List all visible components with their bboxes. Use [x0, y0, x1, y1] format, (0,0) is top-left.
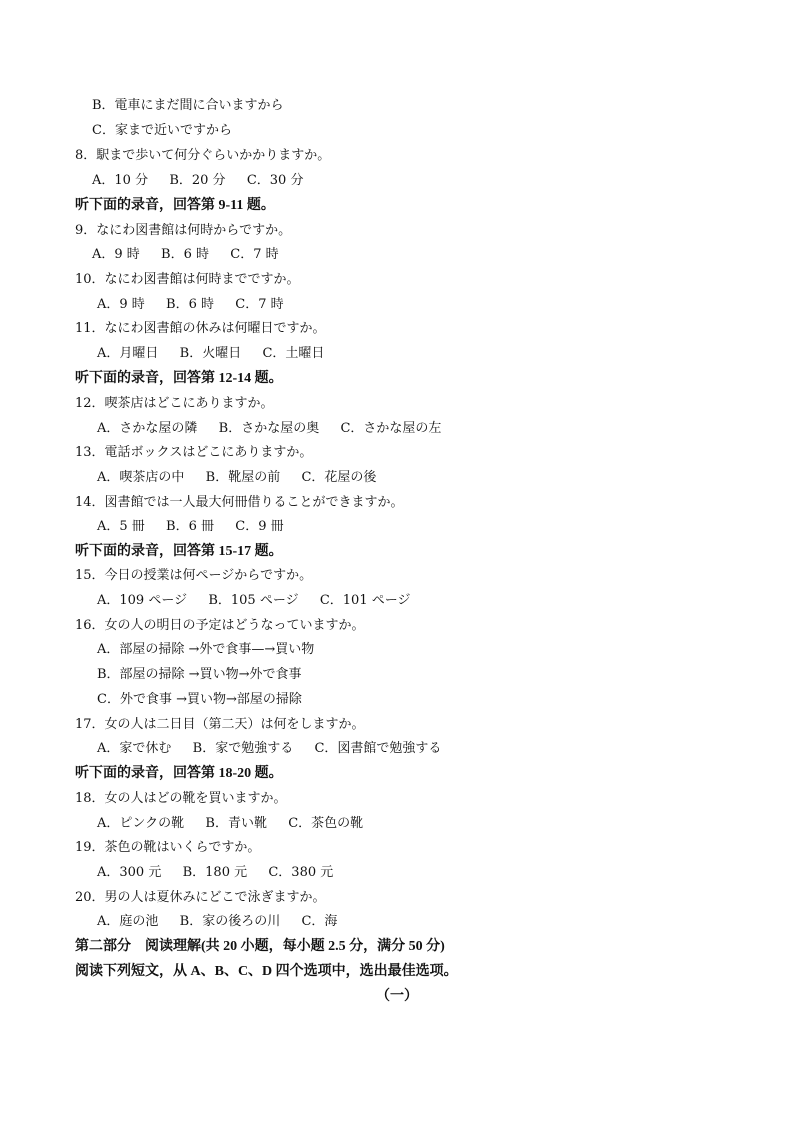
question-10: 10．なにわ図書館は何時までですか。 [75, 272, 300, 287]
question-13: 13．電話ボックスはどこにありますか。 [75, 445, 313, 460]
question-15: 15．今日の授業は何ページからですか。 [75, 568, 313, 583]
question-9: 9．なにわ図書館は何時からですか。 [75, 223, 292, 238]
question-16: 16．女の人の明日の予定はどうなっていますか。 [75, 618, 365, 633]
option-line: C．家まで近いですから [92, 123, 232, 138]
options-line: A．喫茶店の中 B．靴屋の前 C．花屋の後 [97, 470, 377, 485]
section-instruction: 听下面的录音，回答第 15-17 题。 [75, 544, 283, 559]
options-line: A．9 時 B．6 時 C．7 時 [92, 247, 279, 262]
options-line: A．109 ページ B．105 ページ C．101 ページ [97, 593, 411, 608]
option-line: B．部屋の掃除 →買い物→外で食事 [97, 667, 302, 682]
options-line: A．10 分 B．20 分 C．30 分 [92, 173, 304, 188]
options-line: A．5 冊 B．6 冊 C．9 冊 [97, 519, 284, 534]
question-11: 11．なにわ図書館の休みは何曜日ですか。 [75, 321, 326, 336]
option-line: A．部屋の掃除 →外で食事—→買い物 [97, 642, 315, 657]
section-instruction: 听下面的录音，回答第 18-20 题。 [75, 766, 283, 781]
passage-marker: （一） [376, 988, 418, 1004]
option-line: C．外で食事 →買い物→部屋の掃除 [97, 692, 302, 707]
options-line: A．ピンクの靴 B．青い靴 C．茶色の靴 [97, 816, 364, 831]
question-14: 14．図書館では一人最大何冊借りることができますか。 [75, 495, 404, 510]
options-line: A．300 元 B．180 元 C．380 元 [97, 865, 334, 880]
options-line: A．月曜日 B．火曜日 C．土曜日 [97, 346, 325, 361]
options-line: A．9 時 B．6 時 C．7 時 [97, 297, 284, 312]
section-instruction: 听下面的录音，回答第 12-14 题。 [75, 371, 283, 386]
question-20: 20．男の人は夏休みにどこで泳ぎますか。 [75, 890, 326, 905]
question-12: 12．喫茶店はどこにありますか。 [75, 396, 274, 411]
options-line: A．庭の池 B．家の後ろの川 C．海 [97, 914, 338, 929]
question-18: 18．女の人はどの靴を買いますか。 [75, 791, 287, 806]
part-two-heading: 第二部分 阅读理解(共 20 小题，每小题 2.5 分，满分 50 分) [75, 939, 445, 954]
question-17: 17．女の人は二日目（第二天）は何をしますか。 [75, 717, 365, 732]
reading-instruction: 阅读下列短文，从 A、B、C、D 四个选项中，选出最佳选项。 [75, 964, 458, 979]
section-instruction: 听下面的录音，回答第 9-11 题。 [75, 198, 275, 213]
options-line: A．さかな屋の隣 B．さかな屋の奥 C．さかな屋の左 [97, 421, 442, 436]
options-line: A．家で休む B．家で勉強する C．図書館で勉強する [97, 741, 442, 756]
option-line: B．電車にまだ間に合いますから [92, 98, 284, 113]
question-8: 8．駅まで歩いて何分ぐらいかかりますか。 [75, 148, 331, 163]
question-19: 19．茶色の靴はいくらですか。 [75, 840, 261, 855]
